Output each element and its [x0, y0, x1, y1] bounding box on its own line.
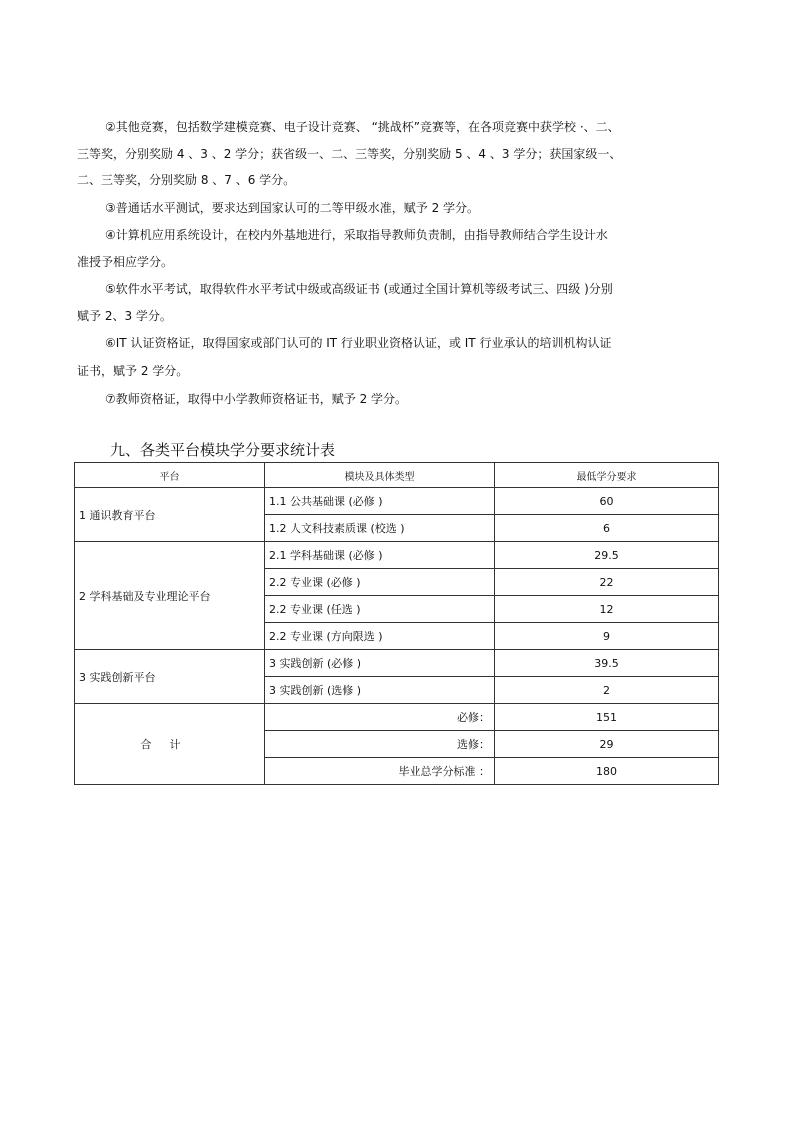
paragraph-it-cert-line1: ⑥IT 认证资格证，取得国家或部门认可的 IT 行业职业资格认证，或 IT 行业承认的培训机构认证 [105, 336, 612, 350]
header-module: 模块及具体类型 [265, 463, 495, 488]
table-total-row [75, 704, 719, 731]
total-required-label: 必修： [265, 704, 495, 731]
platform-cell: 3 实践创新平台 [75, 650, 265, 704]
module-cell: 2.2 专业课 (任选 ) [265, 596, 495, 623]
paragraph-computer-design-line1: ④计算机应用系统设计，在校内外基地进行，采取指导教师负责制，由指导教师结合学生设计水 [105, 228, 608, 242]
paragraph-computer-design-line2: 准授予相应学分。 [77, 255, 174, 269]
module-cell: 3 实践创新 (选修 ) [265, 677, 495, 704]
table-row [75, 542, 719, 569]
table-header-row [75, 463, 719, 488]
paragraph-mandarin: ③普通话水平测试，要求达到国家认可的二等甲级水准，赋予 2 学分。 [105, 201, 480, 215]
platform-cell: 2 学科基础及专业理论平台 [75, 542, 265, 650]
module-cell: 1.2 人文科技素质课 (校选 ) [265, 515, 495, 542]
credits-cell: 12 [495, 596, 719, 623]
paragraph-software-exam-line1: ⑤软件水平考试，取得软件水平考试中级或高级证书 (或通过全国计算机等级考试三、四级 )分别 [105, 282, 613, 296]
module-cell: 2.2 专业课 (必修 ) [265, 569, 495, 596]
table-row [75, 488, 719, 515]
module-cell: 3 实践创新 (必修 ) [265, 650, 495, 677]
graduation-total-label: 毕业总学分标准 ： [265, 758, 495, 785]
platform-cell: 1 通识教育平台 [75, 488, 265, 542]
paragraph-competition-line1: ②其他竞赛，包括数学建模竞赛、电子设计竞赛、 “挑战杯”竞赛等，在各项竞赛中获学校 ·、二、 [105, 120, 620, 134]
header-min-credits: 最低学分要求 [495, 463, 719, 488]
table-row [75, 650, 719, 677]
paragraph-competition-line3: 二、三等奖，分别奖励 8 、7 、6 学分。 [77, 173, 296, 187]
total-elective-label: 选修： [265, 731, 495, 758]
header-platform: 平台 [75, 463, 265, 488]
module-cell: 2.2 专业课 (方向限选 ) [265, 623, 495, 650]
credits-cell: 2 [495, 677, 719, 704]
credits-cell: 60 [495, 488, 719, 515]
section-title: 九、各类平台模块学分要求统计表 [110, 441, 336, 459]
paragraph-it-cert-line2: 证书，赋予 2 学分。 [77, 364, 189, 378]
credits-cell: 6 [495, 515, 719, 542]
total-required-credits: 151 [495, 704, 719, 731]
module-cell: 2.1 学科基础课 (必修 ) [265, 542, 495, 569]
paragraph-teacher-cert: ⑦教师资格证，取得中小学教师资格证书，赋予 2 学分。 [105, 392, 408, 406]
credits-table [74, 462, 719, 785]
credits-cell: 9 [495, 623, 719, 650]
credits-cell: 29.5 [495, 542, 719, 569]
paragraph-competition-line2: 三等奖，分别奖励 4 、3 、2 学分；获省级一、二、三等奖，分别奖励 5 、4 、3 学分；获国家级一、 [77, 147, 622, 161]
paragraph-software-exam-line2: 赋予 2、3 学分。 [77, 309, 172, 323]
total-label-cell: 合计 [75, 704, 265, 785]
total-elective-credits: 29 [495, 731, 719, 758]
graduation-total-credits: 180 [495, 758, 719, 785]
module-cell: 1.1 公共基础课 (必修 ) [265, 488, 495, 515]
credits-cell: 22 [495, 569, 719, 596]
credits-cell: 39.5 [495, 650, 719, 677]
